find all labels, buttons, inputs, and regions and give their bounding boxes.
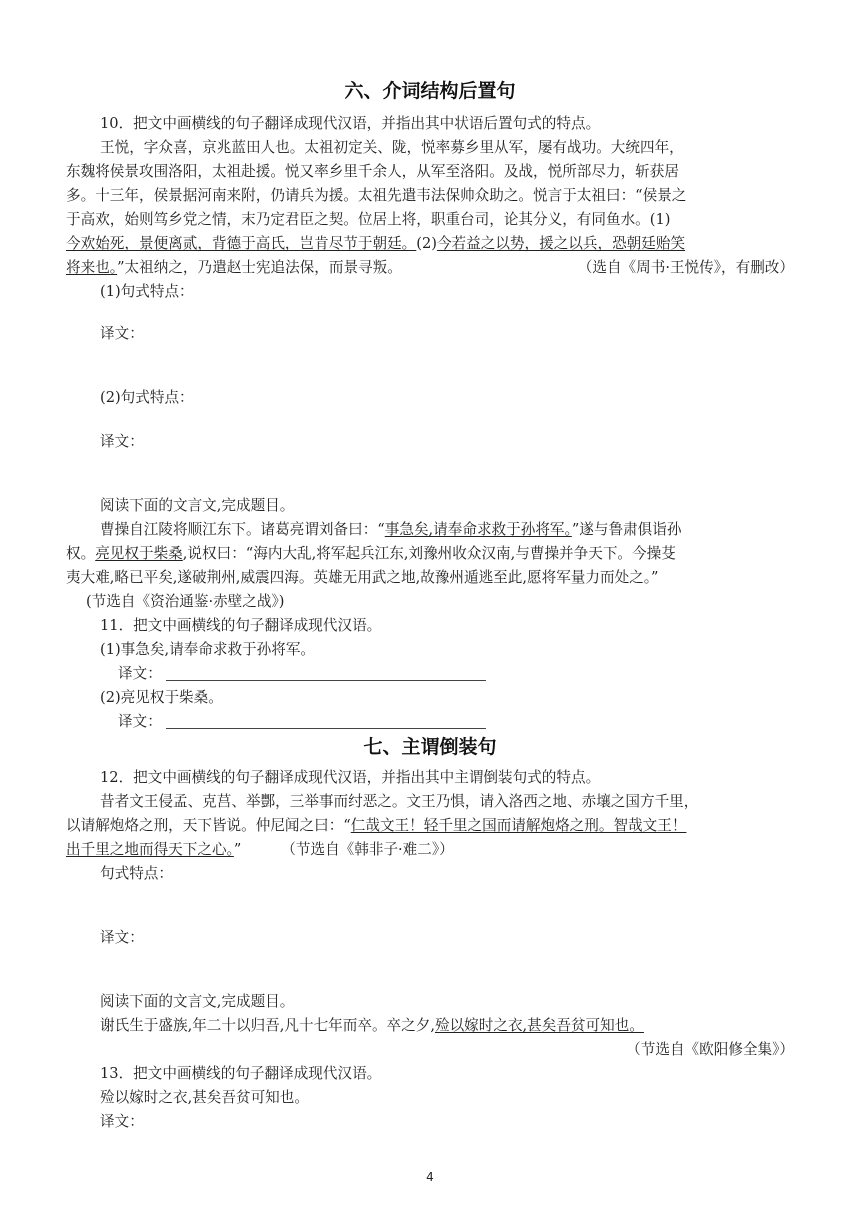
underlined-sentence-1: 今欢始死，景便离贰，背德于高氏，岂肯尽节于朝廷。 [66, 235, 417, 252]
question-10: 10．把文中画横线的句子翻译成现代汉语，并指出其中状语后置句式的特点。 [100, 115, 601, 132]
answer-blank[interactable] [166, 665, 486, 681]
answer-pattern: 句式特点： [100, 865, 173, 882]
passage-line: 曹操自江陵将顺江东下。诸葛亮谓刘备曰：“事急矣,请奉命求救于孙将军。”遂与鲁肃俱诣孙 [100, 521, 682, 538]
translation-label-1: 译文： [100, 325, 144, 342]
passage-line: 多。十三年，侯景据河南来附，仍请兵为援。太祖先遣韦法保帅众助之。悦言于太祖曰：“侯景之 [66, 187, 687, 204]
sentence: 殓以嫁时之衣,甚矣吾贫可知也。 [100, 1089, 309, 1106]
underlined-sentence-2-end: 将来也。 [66, 259, 118, 276]
section-7-title: 七、主谓倒装句 [363, 736, 497, 758]
passage-line: 昔者文王侵孟、克莒、举酆，三举事而纣恶之。文王乃惧，请入洛西之地、赤壤之国方千里， [100, 793, 699, 810]
translation-line-1 [118, 662, 486, 686]
underlined-sentence-2: 今若益之以势，援之以兵，恐朝廷贻笑 [436, 235, 686, 252]
question-13: 13．把文中画横线的句子翻译成现代汉语。 [100, 1065, 382, 1082]
answer-blank[interactable] [166, 713, 486, 729]
reading-intro: 阅读下面的文言文,完成题目。 [100, 497, 295, 514]
reading-intro: 阅读下面的文言文,完成题目。 [100, 993, 295, 1010]
passage-line: 权。亮见权于柴桑,说权曰：“海内大乱,将军起兵江东,刘豫州收众汉南,与曹操并争天下。今操芟 [66, 545, 676, 562]
section-6-title: 六、介词结构后置句 [344, 80, 516, 102]
translation-label: 译文： [100, 929, 144, 946]
sentence-1: (1)事急矣,请奉命求救于孙将军。 [100, 641, 316, 658]
translation-label: 译文： [118, 665, 162, 682]
page-number: 4 [426, 1170, 434, 1184]
passage-line: 夷大难,略已平矣,遂破荆州,威震四海。英雄无用武之地,故豫州遁逃至此,愿将军量力而处之。” [66, 569, 659, 586]
source-citation: （选自《周书·王悦传》，有删改） [577, 259, 794, 276]
translation-label-2: 译文： [100, 433, 144, 450]
underlined-sentence: 仁哉文王！轻千里之国而请解炮烙之刑。智哉文王！ [350, 817, 687, 834]
sentence-marker: (2) [416, 235, 437, 252]
passage-text: ”太祖纳之，乃遣赵士宪追法保，而景寻叛。 [117, 259, 402, 276]
passage-line [66, 232, 685, 256]
passage-line: 出千里之地而得天下之心。” （节选自《韩非子·难二》） [66, 841, 454, 858]
translation-label: 译文： [118, 713, 162, 730]
answer-pattern-1: (1)句式特点： [100, 283, 194, 300]
question-11: 11．把文中画横线的句子翻译成现代汉语。 [100, 617, 382, 634]
source-citation: （节选自《欧阳修全集》） [626, 1041, 794, 1058]
source-citation: （节选自《韩非子·难二》） [281, 841, 454, 858]
passage-line: 以请解炮烙之刑，天下皆说。仲尼闻之曰：“仁哉文王！轻千里之国而请解炮烙之刑。智哉文王！ [66, 817, 687, 834]
underlined-sentence-end: 出千里之地而得天下之心。 [66, 841, 234, 858]
passage-line [66, 256, 402, 280]
underlined-sentence-1: 事急矣,请奉命求救于孙将军。 [384, 521, 572, 538]
passage-line: 于高欢，始则笃乡党之情，末乃定君臣之契。位居上将，职重台司，论其分义，有同鱼水。(1) [66, 211, 671, 228]
question-12: 12．把文中画横线的句子翻译成现代汉语，并指出其中主谓倒装句式的特点。 [100, 769, 601, 786]
passage-line: 谢氏生于盛族,年二十以归吾,凡十七年而卒。卒之夕,殓以嫁时之衣,甚矣吾贫可知也。 [100, 1017, 644, 1034]
passage-line: 王悦，字众喜，京兆蓝田人也。太祖初定关、陇，悦率募乡里从军，屡有战功。大统四年， [100, 139, 684, 156]
translation-line-2 [118, 710, 486, 734]
underlined-sentence: 殓以嫁时之衣,甚矣吾贫可知也。 [434, 1017, 644, 1034]
source-citation: (节选自《资治通鉴·赤壁之战》) [86, 593, 285, 610]
passage-line: 东魏将侯景攻围洛阳，太祖赴援。悦又率乡里千余人，从军至洛阳。及战，悦所部尽力，斩获居 [66, 163, 679, 180]
answer-pattern-2: (2)句式特点： [100, 389, 194, 406]
sentence-2: (2)亮见权于柴桑。 [100, 689, 223, 706]
underlined-sentence-2: 亮见权于柴桑 [95, 545, 183, 562]
translation-label: 译文： [100, 1113, 144, 1130]
